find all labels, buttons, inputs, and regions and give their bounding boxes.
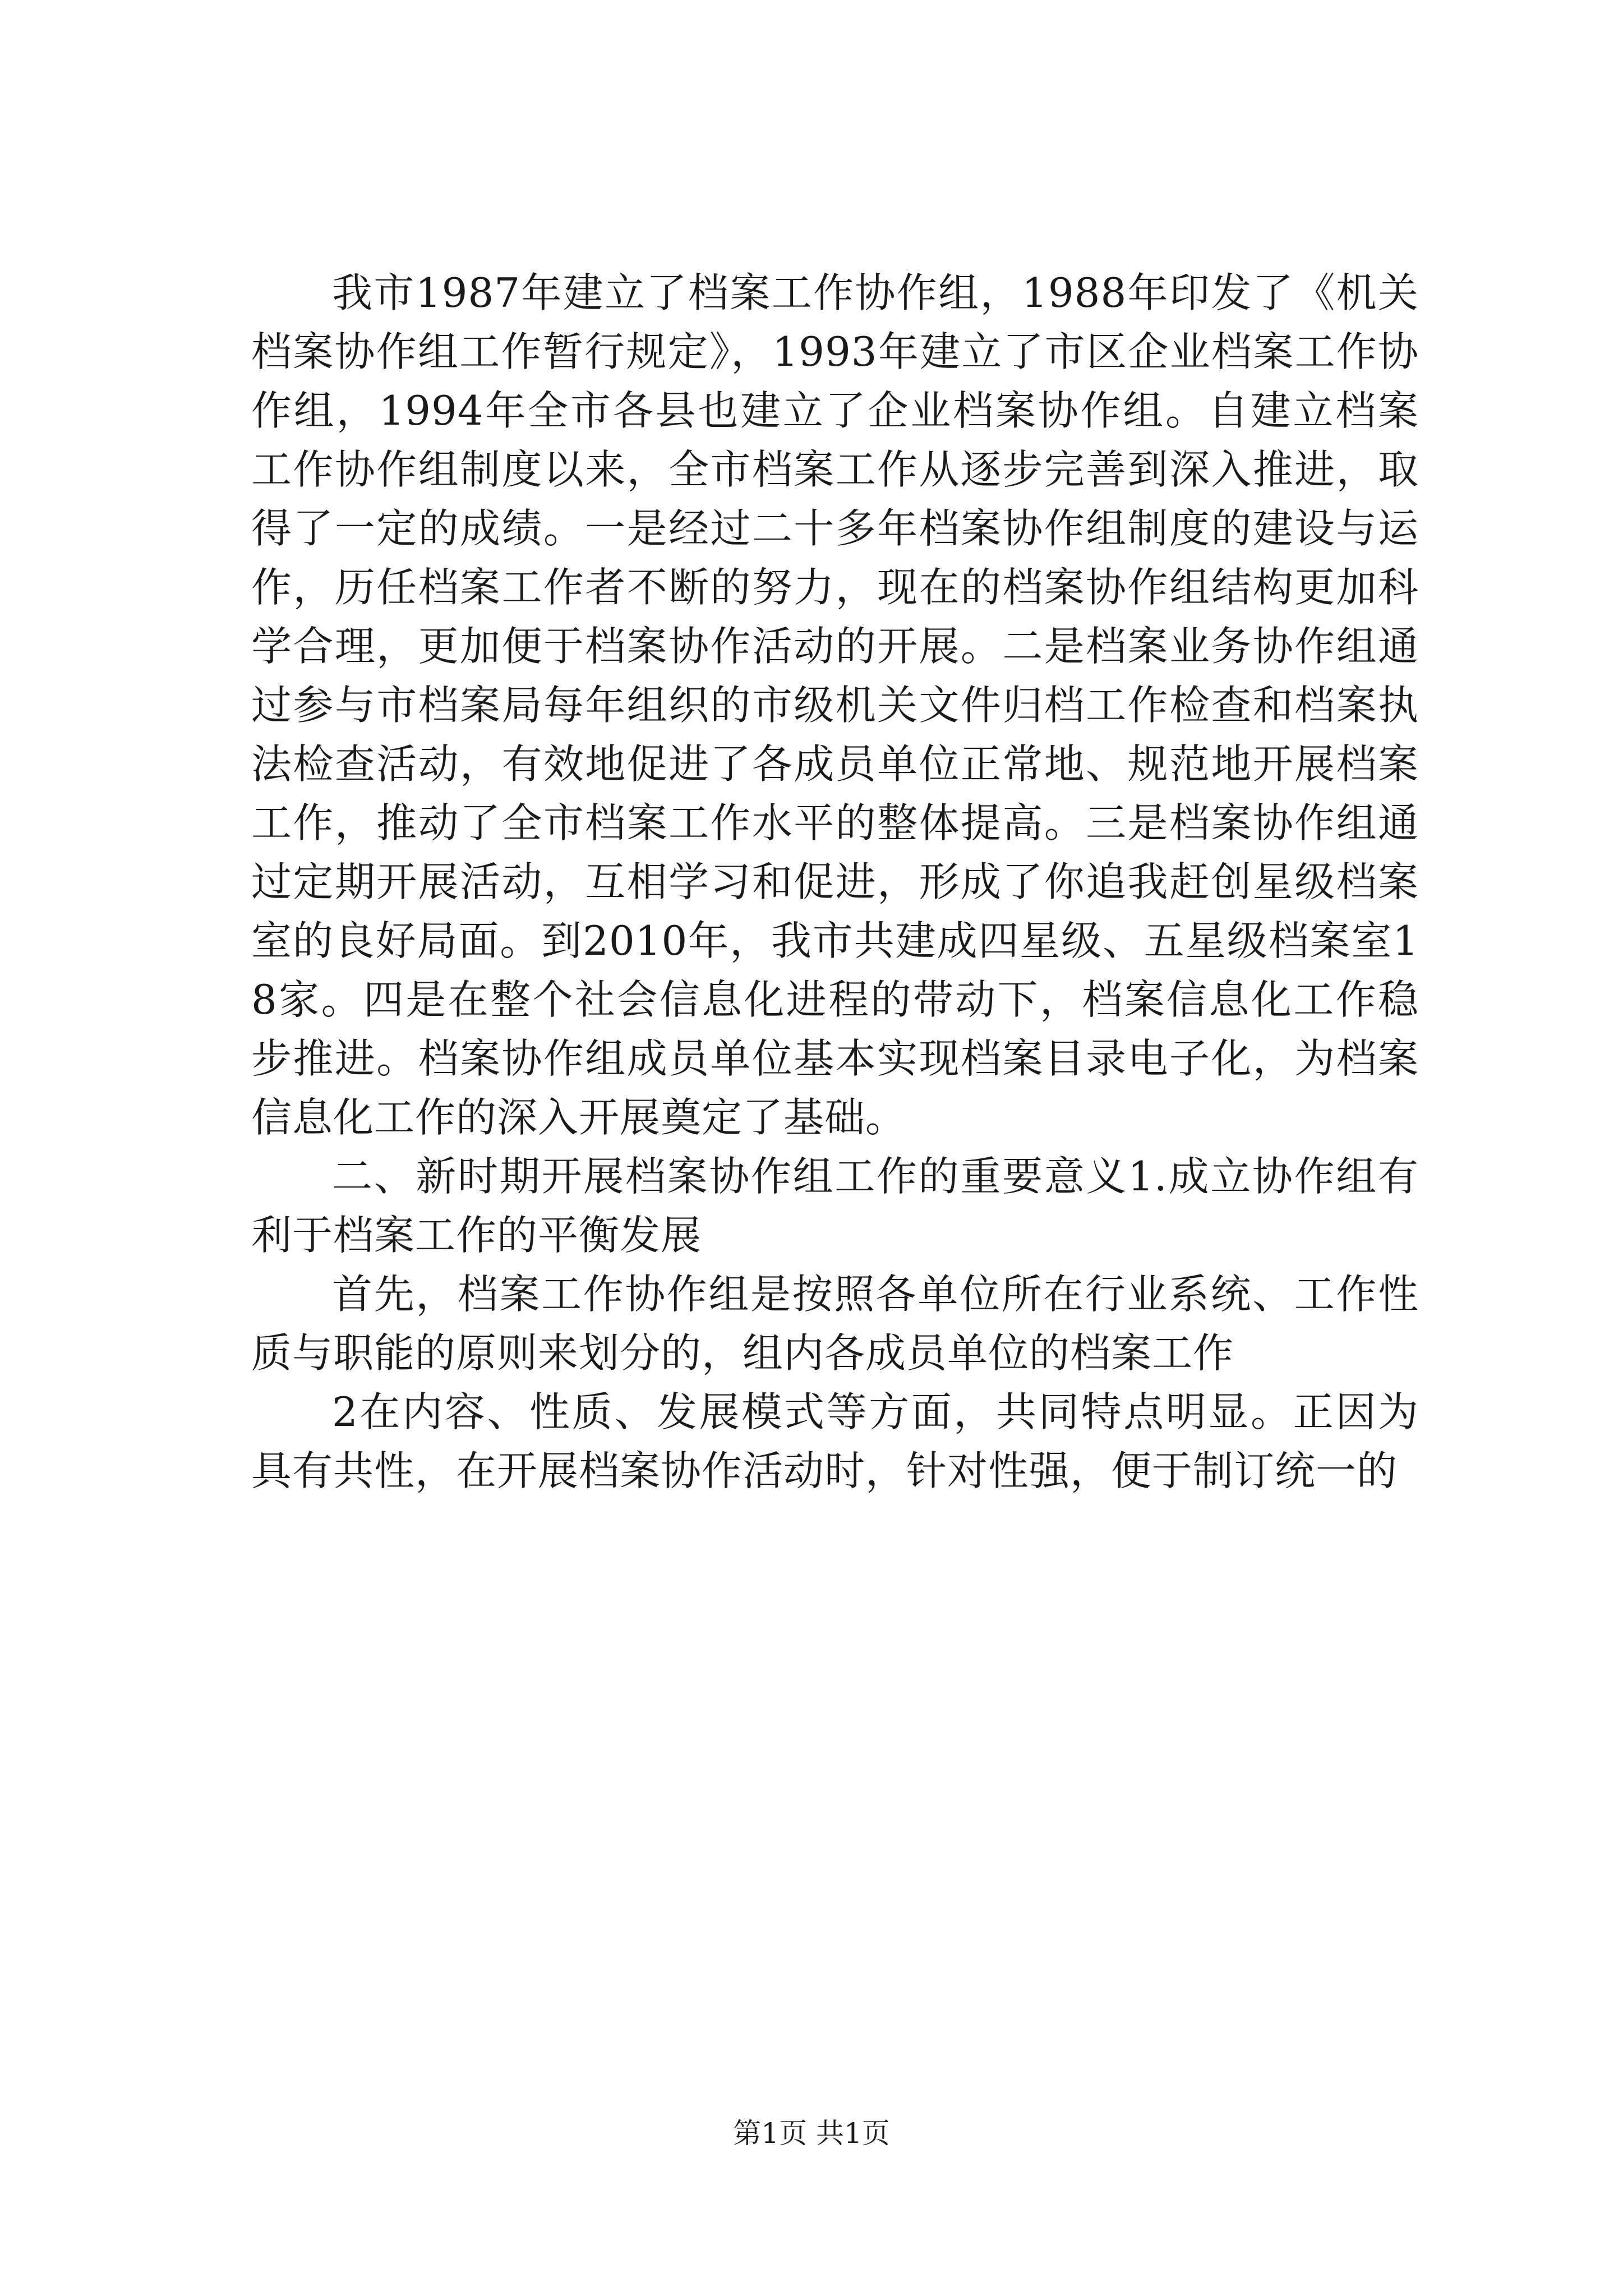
document-body	[251, 264, 1419, 1501]
paragraph-continuation: 2在内容、性质、发展模式等方面，共同特点明显。正因为具有共性，在开展档案协作活动时，针对性强，便于制订统一的	[251, 1388, 1419, 1494]
paragraph-section-heading: 二、新时期开展档案协作组工作的重要意义1.成立协作组有利于档案工作的平衡发展	[251, 1153, 1419, 1259]
page-footer: 第1页 共1页	[733, 2117, 890, 2150]
paragraph-first-point: 首先，档案工作协作组是按照各单位所在行业系统、工作性质与职能的原则来划分的，组内各成员单位的档案工作	[251, 1271, 1419, 1377]
paragraph-history: 我市1987年建立了档案工作协作组，1988年印发了《机关档案协作组工作暂行规定》，1993年建立了市区企业档案工作协作组，1994年全市各县也建立了企业档案协作组。自建立档案工作协作组制度以来，全市档案工作从逐步完善到深入推进，取得了一定的成绩。一是经过二十多年档案协作组制度的建设与运作，历任档案工作者不断的努力，现在的档案协作组结构更加科学合理，更加便于档案协作活动的开展。二是档案业务协作组通过参与市档案局每年组织的市级机关文件归档工作检查和档案执法检查活动，有效地促进了各成员单位正常地、规范地开展档案工作，推动了全市档案工作水平的整体提高。三是档案协作组通过定期开展活动，互相学习和促进，形成了你追我赶创星级档案室的良好局面。到2010年，我市共建成四星级、五星级档案室18家。四是在整个社会信息化进程的带动下，档案信息化工作稳步推进。档案协作组成员单位基本实现档案目录电子化，为档案信息化工作的深入开展奠定了基础。	[251, 269, 1419, 1141]
